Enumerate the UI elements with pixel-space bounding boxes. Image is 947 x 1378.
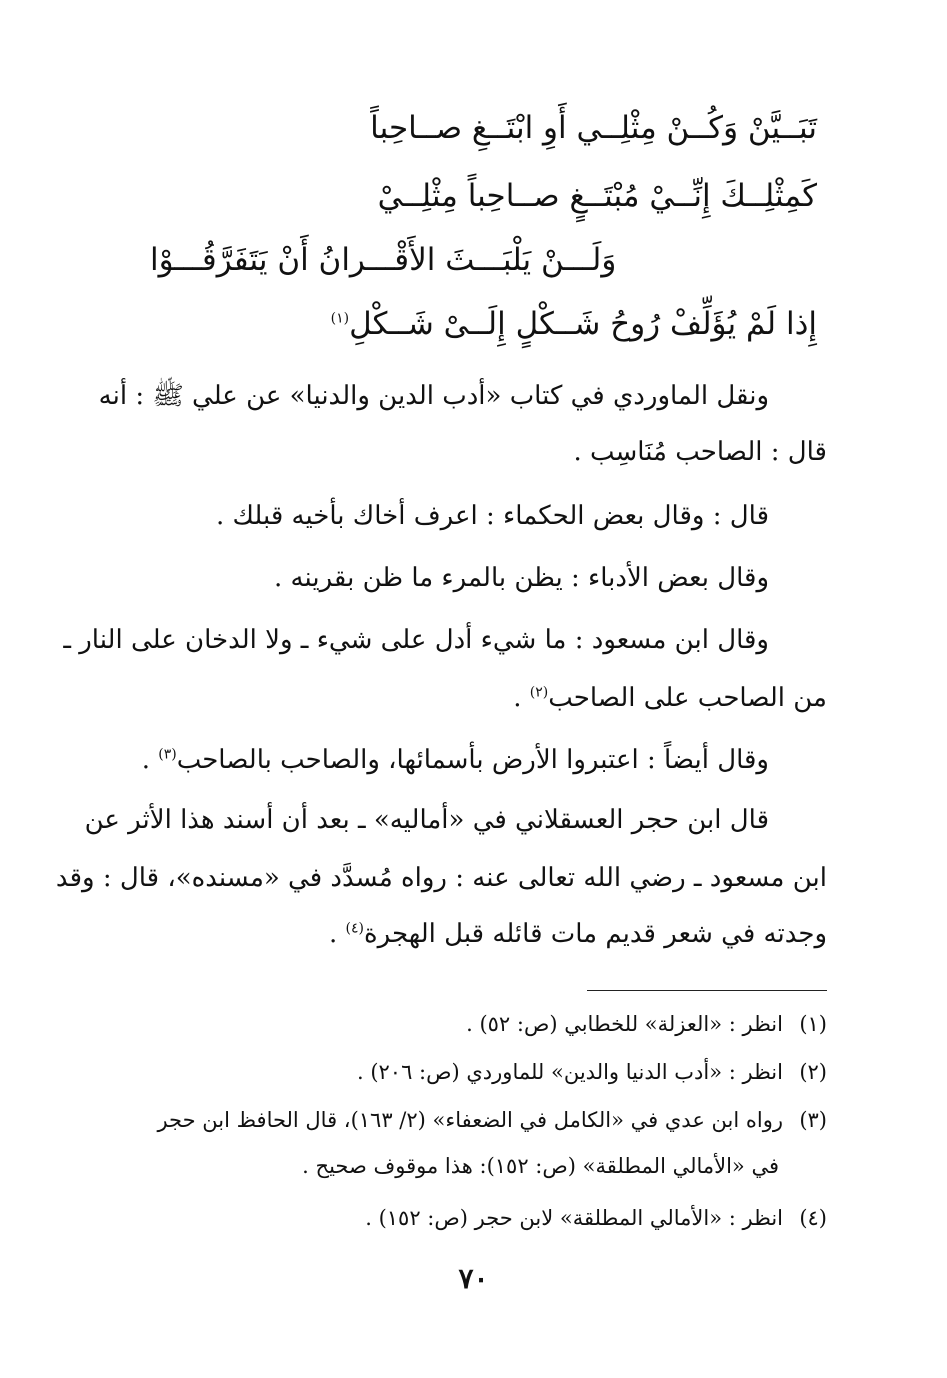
footnote-2-text: انظر : «أدب الدنيا والدين» للماوردي (ص: ٢٠٦) . <box>356 1060 783 1084</box>
poem-verse-4 <box>331 304 817 344</box>
footnote-ref-2: (٢) <box>529 684 549 701</box>
paragraph-6-line-3 <box>121 914 827 954</box>
footnote-4-text: انظر : «الأمالي المطلقة» لابن حجر (ص: ١٥٢) . <box>365 1206 783 1230</box>
paragraph-6-line-1: قال ابن حجر العسقلاني في «أماليه» ـ بعد أن أسند هذا الأثر عن <box>84 805 769 835</box>
footnote-4 <box>121 1202 827 1234</box>
footnote-ref-3: (٣) <box>158 746 177 763</box>
footnote-1 <box>121 1008 827 1040</box>
footnote-3-text: رواه ابن عدي في «الكامل في الضعفاء» (٢/ ١٦٣)، قال الحافظ ابن حجر <box>157 1108 783 1132</box>
paragraph-1-line-1: ونقل الماوردي في كتاب «أدب الدين والدنيا» عن علي ﷺ : أنه <box>98 381 769 411</box>
poem-verse-2: كَمِثْلِــكَ إِنِّــيْ مُبْتَــغٍ صــاحِباً مِثْلِــيْ <box>377 178 817 214</box>
paragraph-5 <box>121 740 827 780</box>
paragraph-6-line-2: ابن مسعود ـ رضي الله تعالى عنه : رواه مُسدَّد في «مسنده»، قال : وقد <box>55 863 827 893</box>
footnote-4-number: (٤) <box>799 1206 827 1230</box>
paragraph-2: قال : وقال بعض الحكماء : اعرف أخاك بأخيه قبلك . <box>215 501 769 531</box>
footnote-2 <box>121 1056 827 1088</box>
footnote-3 <box>121 1104 827 1136</box>
footnote-3-number: (٣) <box>799 1108 827 1132</box>
paragraph-4-line-1: وقال ابن مسعود : ما شيء أدل على شيء ـ ولا الدخان على النار ـ <box>63 625 769 655</box>
paragraph-4-line-2-text: من الصاحب على الصاحب <box>548 683 827 713</box>
paragraph-5-end: . <box>141 745 159 775</box>
paragraph-4-line-2 <box>121 678 827 718</box>
poem-verse-3: وَلَـــنْ يَلْبَـــثَ الأَقْـــرانُ أَنْ يَتَفَرَّقُـــوْا <box>150 242 617 278</box>
footnote-2-number: (٢) <box>799 1060 827 1084</box>
footnote-1-text: انظر : «العزلة» للخطابي (ص: ٥٢) . <box>466 1012 783 1036</box>
footnote-divider <box>587 990 827 991</box>
paragraph-4-end: . <box>513 683 530 713</box>
poem-verse-1: تَبَــيَّنْ وَكُــنْ مِثْلِــي أَوِ ابْتَــغِ صــاحِباً <box>370 110 817 146</box>
footnote-ref-1: (١) <box>330 310 350 327</box>
footnote-1-number: (١) <box>799 1012 827 1036</box>
paragraph-6-end: . <box>329 919 346 949</box>
poem-verse-4-text: إِذا لَمْ يُؤَلِّفْ رُوحُ شَــكْلٍ إِلَــىْ شَــكْلِ <box>349 306 817 342</box>
paragraph-1-line-2: قال : الصاحب مُنَاسِب . <box>573 437 827 467</box>
page-number: ٧٠ <box>458 1262 489 1295</box>
paragraph-3: وقال بعض الأدباء : يظن بالمرء ما ظن بقرينه . <box>274 563 769 593</box>
paragraph-6-line-3-text: وجدته في شعر قديم مات قائله قبل الهجرة <box>364 919 827 949</box>
footnote-3-continuation: في «الأمالي المطلقة» (ص: ١٥٢): هذا موقوف صحيح . <box>302 1154 779 1178</box>
paragraph-5-text: وقال أيضاً : اعتبروا الأرض بأسمائها، والصاحب بالصاحب <box>176 745 769 775</box>
footnote-ref-4: (٤) <box>345 920 364 937</box>
